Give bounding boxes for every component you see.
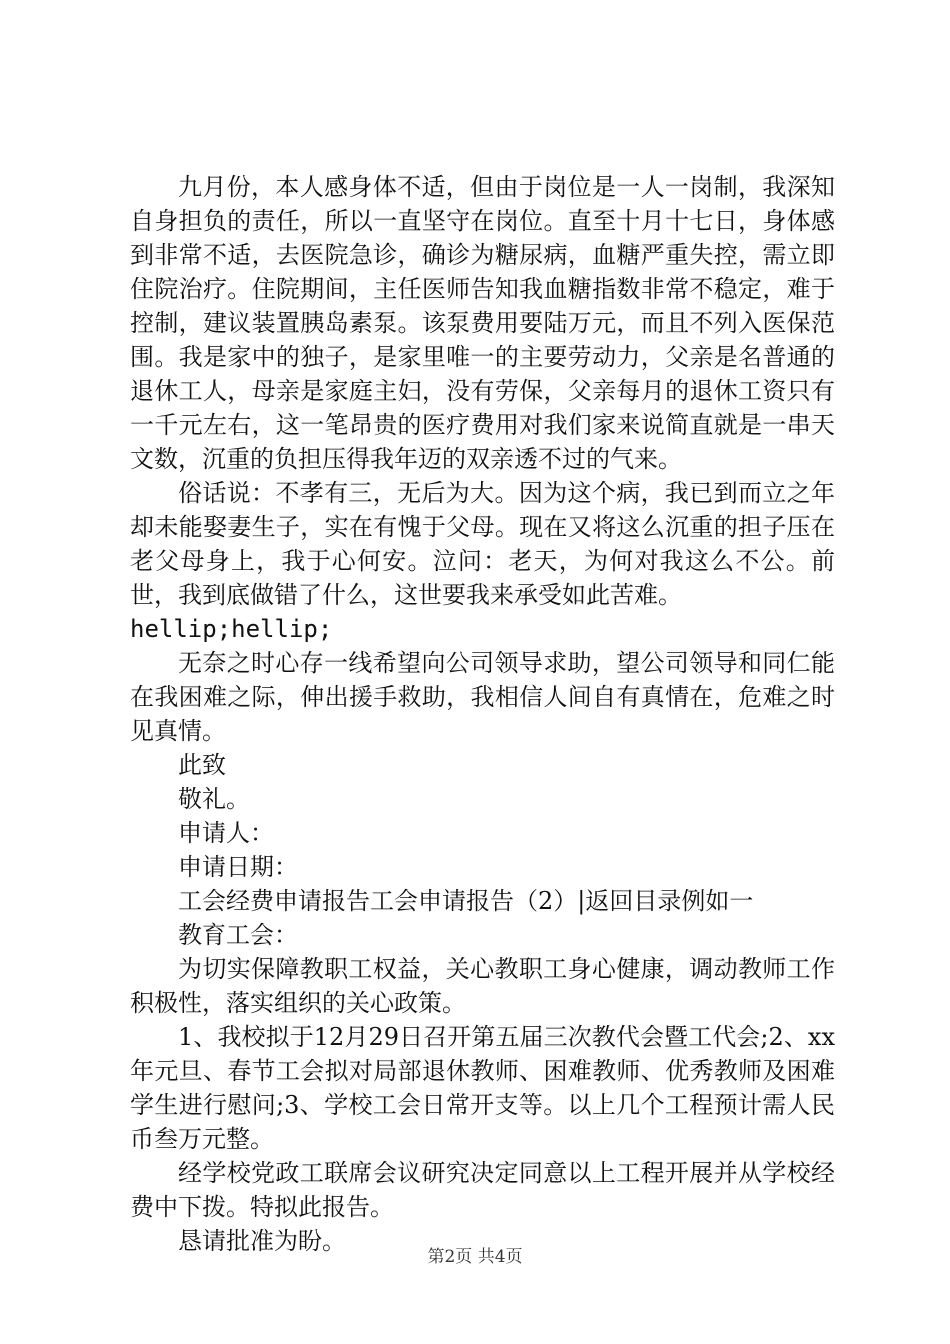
closing-salutation: 此致 (178, 751, 226, 779)
paragraph-ellipsis: hellip;hellip; (130, 615, 333, 643)
recipient-line: 教育工会： (178, 921, 298, 949)
paragraph-decision: 经学校党政工联席会议研究决定同意以上工程开展并从学校经费中下拨。特拟此报告。 (130, 1159, 835, 1221)
section-heading: 工会经费申请报告工会申请报告（2）|返回目录例如一 (178, 887, 754, 915)
paragraph-proverb: 俗话说：不孝有三，无后为大。因为这个病，我已到而立之年却未能娶妻生子，实在有愧于父母。现在又将这么沉重的担子压在老父母身上，我于心何安。泣问：老天，为何对我这么不公。前世，我到底做错了什么，这世要我来承受如此苦难。 (130, 479, 835, 609)
paragraph-items: 1、我校拟于12月29日召开第五届三次教代会暨工代会;2、xx年元旦、春节工会拟对局部退休教师、困难教师、优秀教师及困难学生进行慰问;3、学校工会日常开支等。以上几个工程预计需人民币叁万元整。 (130, 1023, 835, 1153)
closing-regards: 敬礼。 (178, 785, 250, 813)
paragraph-purpose: 为切实保障教职工权益，关心教职工身心健康，调动教师工作积极性，落实组织的关心政策。 (130, 955, 835, 1017)
paragraph-request-approval: 恳请批准为盼。 (178, 1227, 346, 1255)
application-date-label: 申请日期： (178, 853, 298, 881)
document-body (130, 170, 835, 1258)
paragraph-request-help: 无奈之时心存一线希望向公司领导求助，望公司领导和同仁能在我困难之际，伸出援手救助，我相信人间自有真情在，危难之时见真情。 (130, 649, 835, 745)
paragraph-illness: 九月份，本人感身体不适，但由于岗位是一人一岗制，我深知自身担负的责任，所以一直坚守在岗位。直至十月十七日，身体感到非常不适，去医院急诊，确诊为糖尿病，血糖严重失控，需立即住院治疗。住院期间，主任医师告知我血糖指数非常不稳定，难于控制，建议装置胰岛素泵。该泵费用要陆万元，而且不列入医保范围。我是家中的独子，是家里唯一的主要劳动力，父亲是名普通的退休工人，母亲是家庭主妇，没有劳保，父亲每月的退休工资只有一千元左右，这一笔昂贵的医疗费用对我们家来说简直就是一串天文数，沉重的负担压得我年迈的双亲透不过的气来。 (130, 173, 835, 473)
page-number-footer: 第2页 共4页 (427, 1247, 523, 1267)
applicant-label: 申请人： (178, 819, 274, 847)
